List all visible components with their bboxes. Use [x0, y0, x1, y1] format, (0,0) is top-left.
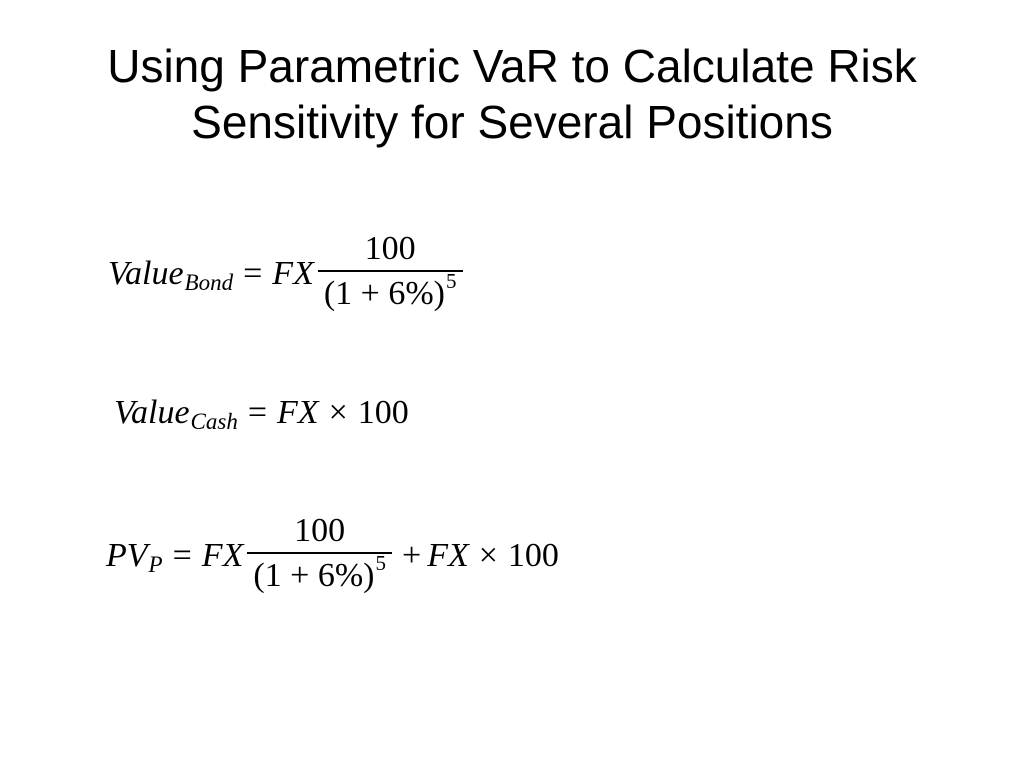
bond-exponent: 5 — [446, 269, 457, 293]
pv-fx-factor-2: FX — [427, 536, 469, 574]
pv-exponent: 5 — [375, 551, 386, 575]
bond-fraction — [318, 230, 463, 317]
slide-title — [0, 38, 1024, 150]
pv-lhs: PV — [106, 536, 148, 574]
pv-equals-sign: = — [172, 536, 192, 574]
bond-denominator — [318, 269, 463, 317]
pv-lhs-subscript: P — [148, 551, 163, 577]
cash-lhs: Value — [114, 394, 190, 431]
cash-lhs-subscript: Cash — [190, 409, 238, 434]
bond-equals-sign: = — [243, 254, 263, 292]
cash-times-sign: × — [328, 394, 348, 431]
equation-value-cash — [114, 394, 409, 432]
cash-amount: 100 — [357, 394, 409, 431]
pv-plus-sign: + — [402, 536, 422, 574]
bond-lhs: Value — [108, 254, 184, 292]
pv-times-sign: × — [478, 536, 498, 574]
pv-amount: 100 — [507, 536, 559, 574]
slide-title-line-2: Sensitivity for Several Positions — [191, 96, 833, 148]
cash-equals-sign: = — [247, 394, 268, 431]
pv-numerator: 100 — [294, 512, 346, 549]
pv-fx-factor: FX — [201, 536, 244, 574]
pv-denominator-base: (1 + 6%) — [253, 557, 375, 594]
bond-denominator-base: (1 + 6%) — [323, 275, 445, 312]
bond-numerator: 100 — [364, 230, 416, 267]
bond-lhs-subscript: Bond — [184, 269, 234, 295]
pv-fraction — [247, 512, 392, 599]
pv-denominator — [247, 551, 392, 599]
bond-fx-factor: FX — [272, 254, 314, 292]
slide-title-line-1: Using Parametric VaR to Calculate Risk — [107, 40, 917, 92]
cash-fx-factor: FX — [277, 394, 319, 431]
equation-value-bond — [108, 230, 467, 317]
equation-pv-portfolio — [106, 512, 559, 599]
